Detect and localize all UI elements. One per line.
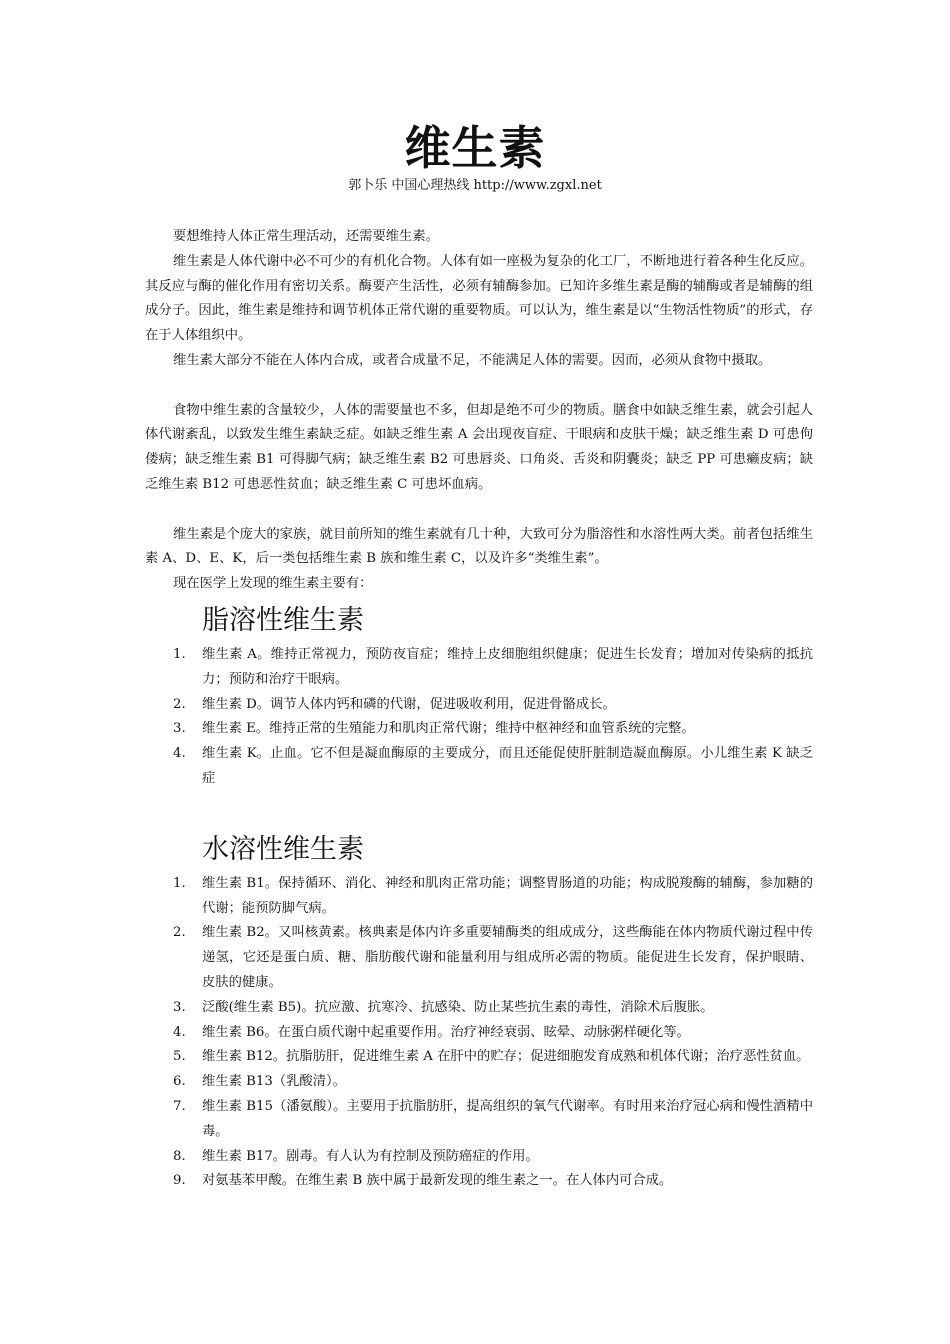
family-paragraph: 维生素是个庞大的家族，就目前所知的维生素就有几十种，大致可分为脂溶性和水溶性两大类。前者包括维生素 A、D、E、K，后一类包括维生素 B 族和维生素 C，以及许多“类维生素”。 — [145, 526, 813, 567]
paragraph-gap — [145, 498, 813, 523]
list-item-text: 泛酸(维生素 B5)。抗应激、抗寒冷、抗感染、防止某些抗生素的毒性，消除术后腹胀。 — [202, 999, 714, 1015]
byline: 郭卜乐 中国心理热线 http://www.zgxl.net — [348, 178, 602, 193]
water-soluble-list — [145, 872, 813, 1194]
list-item — [145, 1021, 813, 1046]
document-body — [145, 225, 813, 1194]
list-item-text: 维生素 B1。保持循环、消化、神经和肌肉正常功能；调整胃肠道的功能；构成脱羧酶的辅酶，参加糖的代谢；能预防脚气病。 — [202, 875, 813, 916]
fat-soluble-heading: 脂溶性维生素 — [202, 604, 364, 636]
list-item-text: 维生素 K。止血。它不但是凝血酶原的主要成分，而且还能促使肝脏制造凝血酶原。小儿维生素 K 缺乏症 — [202, 746, 813, 786]
list-item-text: 维生素 B13（乳酸清）。 — [202, 1074, 346, 1090]
list-item — [145, 996, 813, 1021]
list-number: 8. — [173, 1148, 186, 1164]
list-number: 2. — [173, 696, 186, 712]
section-gap — [145, 792, 813, 826]
deficiency-paragraph: 食物中维生素的含量较少，人体的需要量也不多，但却是绝不可少的物质。膳食中如缺乏维生素，就会引起人体代谢紊乱，以致发生维生素缺乏症。如缺乏维生素 A 会出现夜盲症、干眼病和皮肤干燥；缺乏维生素 D 可患佝偻病；缺乏维生素 B1 可得脚气病；缺乏维生素 B2 可患唇炎、口角炎、舌炎和阴囊炎；缺乏 PP 可患癞皮病；缺乏维生素 B12 可患恶性贫血；缺乏维生素 C 可患坏血病。 — [145, 402, 813, 492]
list-item-text: 对氨基苯甲酸。在维生素 B 族中属于最新发现的维生素之一。在人体内可合成。 — [202, 1173, 673, 1189]
list-item-text: 维生素 E。维持正常的生殖能力和肌肉正常代谢；维持中枢神经和血管系统的完整。 — [202, 721, 695, 737]
list-item — [145, 921, 813, 995]
intro-paragraph: 维生素是人体代谢中必不可少的有机化合物。人体有如一座极为复杂的化工厂，不断地进行着各种生化反应。其反应与酶的催化作用有密切关系。酶要产生活性，必须有辅酶参加。已知许多维生素是酶的辅酶或者是辅酶的组成分子。因此，维生素是维持和调节机体正常代谢的重要物质。可以认为，维生素是以“生物活性物质”的形式，存在于人体组织中。 — [145, 253, 813, 344]
water-soluble-heading: 水溶性维生素 — [202, 833, 364, 865]
list-item — [145, 717, 813, 742]
list-item-text: 维生素 B6。在蛋白质代谢中起重要作用。治疗神经衰弱、眩晕、动脉粥样硬化等。 — [202, 1024, 690, 1040]
list-number: 7. — [173, 1098, 186, 1114]
list-item — [145, 693, 813, 718]
list-item-text: 维生素 B15（潘氨酸）。主要用于抗脂肪肝，提高组织的氧气代谢率。有时用来治疗冠心病和慢性酒精中毒。 — [202, 1098, 813, 1139]
list-item-text: 维生素 B12。抗脂肪肝，促进维生素 A 在肝中的贮存；促进细胞发育成熟和机体代谢；治疗恶性贫血。 — [202, 1049, 810, 1065]
list-item — [145, 1145, 813, 1170]
list-number: 3. — [173, 721, 186, 737]
list-number: 4. — [173, 1024, 186, 1040]
intro-paragraph: 要想维持人体正常生理活动，还需要维生素。 — [173, 229, 439, 244]
list-number: 9. — [173, 1173, 186, 1189]
list-number: 4. — [173, 746, 186, 762]
fat-soluble-list — [145, 643, 813, 792]
list-item — [145, 643, 813, 693]
list-item — [145, 1070, 813, 1095]
list-item — [145, 1169, 813, 1194]
list-item — [145, 1045, 813, 1070]
list-number: 6. — [173, 1074, 186, 1090]
list-number: 2. — [173, 925, 186, 941]
list-item — [145, 742, 813, 792]
list-number: 5. — [173, 1049, 186, 1065]
list-number: 1. — [173, 646, 186, 662]
family-paragraph: 现在医学上发现的维生素主要有： — [173, 576, 373, 592]
page-title: 维生素 — [404, 121, 546, 175]
list-item-text: 维生素 B2。又叫核黄素。核典素是体内许多重要辅酶类的组成成分，这些酶能在体内物质代谢过程中传递氢，它还是蛋白质、糖、脂肪酸代谢和能量利用与组成所必需的物质。能促进生长发育，保护眼睛、皮肤的健康。 — [202, 925, 813, 990]
list-item — [145, 1095, 813, 1145]
list-item — [145, 872, 813, 922]
list-item-text: 维生素 A。维持正常视力，预防夜盲症；维持上皮细胞组织健康；促进生长发育；增加对传染病的抵抗力；预防和治疗干眼病。 — [202, 646, 813, 687]
list-number: 1. — [173, 875, 186, 891]
intro-paragraph: 维生素大部分不能在人体内合成，或者合成量不足，不能满足人体的需要。因而，必须从食物中摄取。 — [173, 352, 772, 368]
paragraph-gap — [145, 374, 813, 399]
list-number: 3. — [173, 999, 186, 1015]
list-item-text: 维生素 D。调节人体内钙和磷的代谢，促进吸收利用，促进骨骼成长。 — [202, 696, 616, 712]
list-item-text: 维生素 B17。剧毒。有人认为有控制及预防癌症的作用。 — [202, 1148, 539, 1164]
